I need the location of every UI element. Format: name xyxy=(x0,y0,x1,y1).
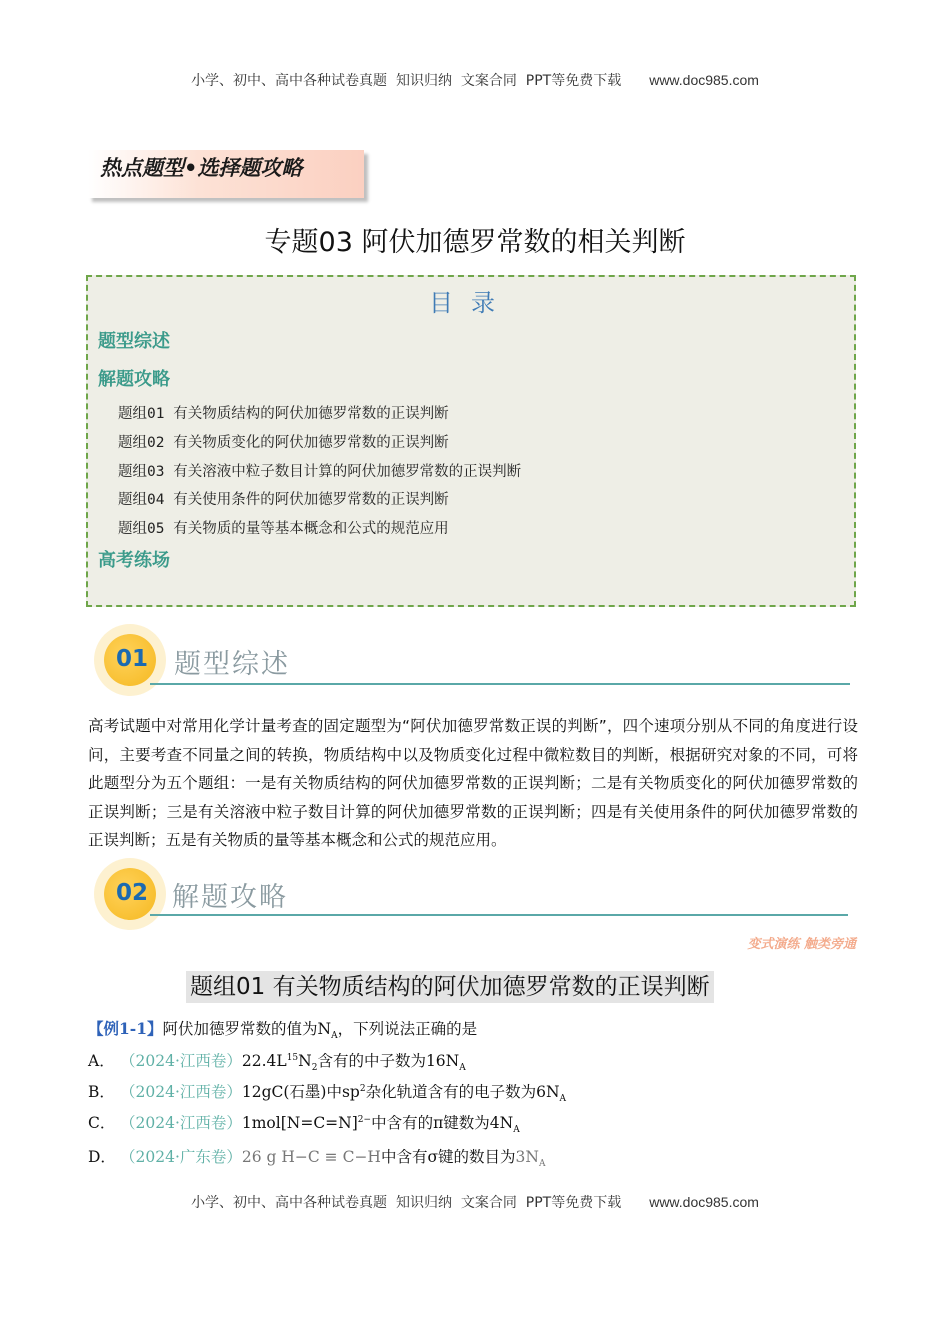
toc-section-practice[interactable]: 高考练场 xyxy=(98,550,170,571)
option-source: （2024·江西卷） xyxy=(120,1052,242,1070)
section-title-strategy: 解题攻略 xyxy=(172,882,288,913)
option-a[interactable]: A． （2024·江西卷）$22.4L^{15}N_2$含有的中子数为$16N_A$ xyxy=(88,1052,466,1074)
toc-heading: 目录 xyxy=(429,289,513,317)
footer-url[interactable]: www.doc985.com xyxy=(649,1194,759,1210)
overview-paragraph: 高考试题中对常用化学计量考查的固定题型为“阿伏加德罗常数正误的判断”，四个速项分别从不同的角度进行设问，主要考查不同量之间的转换，物质结构中以及物质变化过程中微粒数目的判断，根据研究对象的不同，可将此题型分为五个题组：一是有关物质结构的阿伏加德罗常数的正误判断；二是有关物质变化的阿伏加德罗常数的正误判断；三是有关溶液中粒子数目计算的阿伏加德罗常数的正误判断；四是有关使用条件的阿伏加德罗常数的正误判断；五是有关物质的量等基本概念和公式的规范应用。 xyxy=(88,717,858,849)
option-source: （2024·江西卷） xyxy=(120,1114,242,1132)
toc-item-3[interactable]: 题组03 有关溶液中粒子数目计算的阿伏加德罗常数的正误判断 xyxy=(118,464,522,480)
section-title-overview: 题型综述 xyxy=(174,649,290,680)
toc-section-strategy[interactable]: 解题攻略 xyxy=(98,369,170,390)
toc-section-overview[interactable]: 题型综述 xyxy=(98,331,170,352)
page-footer xyxy=(0,1192,950,1212)
section-number-01: 01 xyxy=(116,646,149,672)
page-title: 专题03 阿伏加德罗常数的相关判断 xyxy=(264,227,686,258)
topic-tag: 热点题型•选择题攻略 xyxy=(100,156,303,180)
option-c[interactable]: C． （2024·江西卷）1mol[N=C=N]$^{2-}$中含有的π键数为$4N_A$ xyxy=(88,1114,520,1136)
section-divider xyxy=(150,683,850,685)
toc-item-5[interactable]: 题组05 有关物质的量等基本概念和公式的规范应用 xyxy=(118,521,449,537)
toc-item-1[interactable]: 题组01 有关物质结构的阿伏加德罗常数的正误判断 xyxy=(118,406,449,422)
toc-item-2[interactable]: 题组02 有关物质变化的阿伏加德罗常数的正误判断 xyxy=(118,435,449,451)
section-number-02: 02 xyxy=(116,880,149,906)
table-of-contents xyxy=(86,275,856,607)
option-d[interactable]: D． （2024·广东卷）26 g H−C ≡ C−H中含有σ键的数目为$3N_A$ xyxy=(88,1148,546,1170)
group-title: 题组01 有关物质结构的阿伏加德罗常数的正误判断 xyxy=(186,971,714,1003)
toc-item-4[interactable]: 题组04 有关使用条件的阿伏加德罗常数的正误判断 xyxy=(118,492,449,508)
option-b[interactable]: B． （2024·江西卷）12gC(石墨)中$sp^2$杂化轨道含有的电子数为$6N_A$ xyxy=(88,1083,567,1105)
formula: 26 g H−C ≡ C−H xyxy=(241,1148,381,1166)
example-label: 【例1-1】 xyxy=(88,1019,163,1038)
slogan: 变式演练 触类旁通 xyxy=(747,937,856,952)
header-text: 小学、初中、高中各种试卷真题 知识归纳 文案合同 PPT等免费下载 xyxy=(191,73,622,89)
option-source: （2024·江西卷） xyxy=(120,1083,242,1101)
footer-text: 小学、初中、高中各种试卷真题 知识归纳 文案合同 PPT等免费下载 xyxy=(191,1195,622,1211)
example-stem: 【例1-1】阿伏加德罗常数的值为$N_A$，下列说法正确的是 xyxy=(88,1019,478,1042)
option-source: （2024·广东卷） xyxy=(120,1148,242,1166)
header-url[interactable]: www.doc985.com xyxy=(649,72,759,88)
section-divider xyxy=(150,914,848,916)
page-header xyxy=(0,70,950,90)
